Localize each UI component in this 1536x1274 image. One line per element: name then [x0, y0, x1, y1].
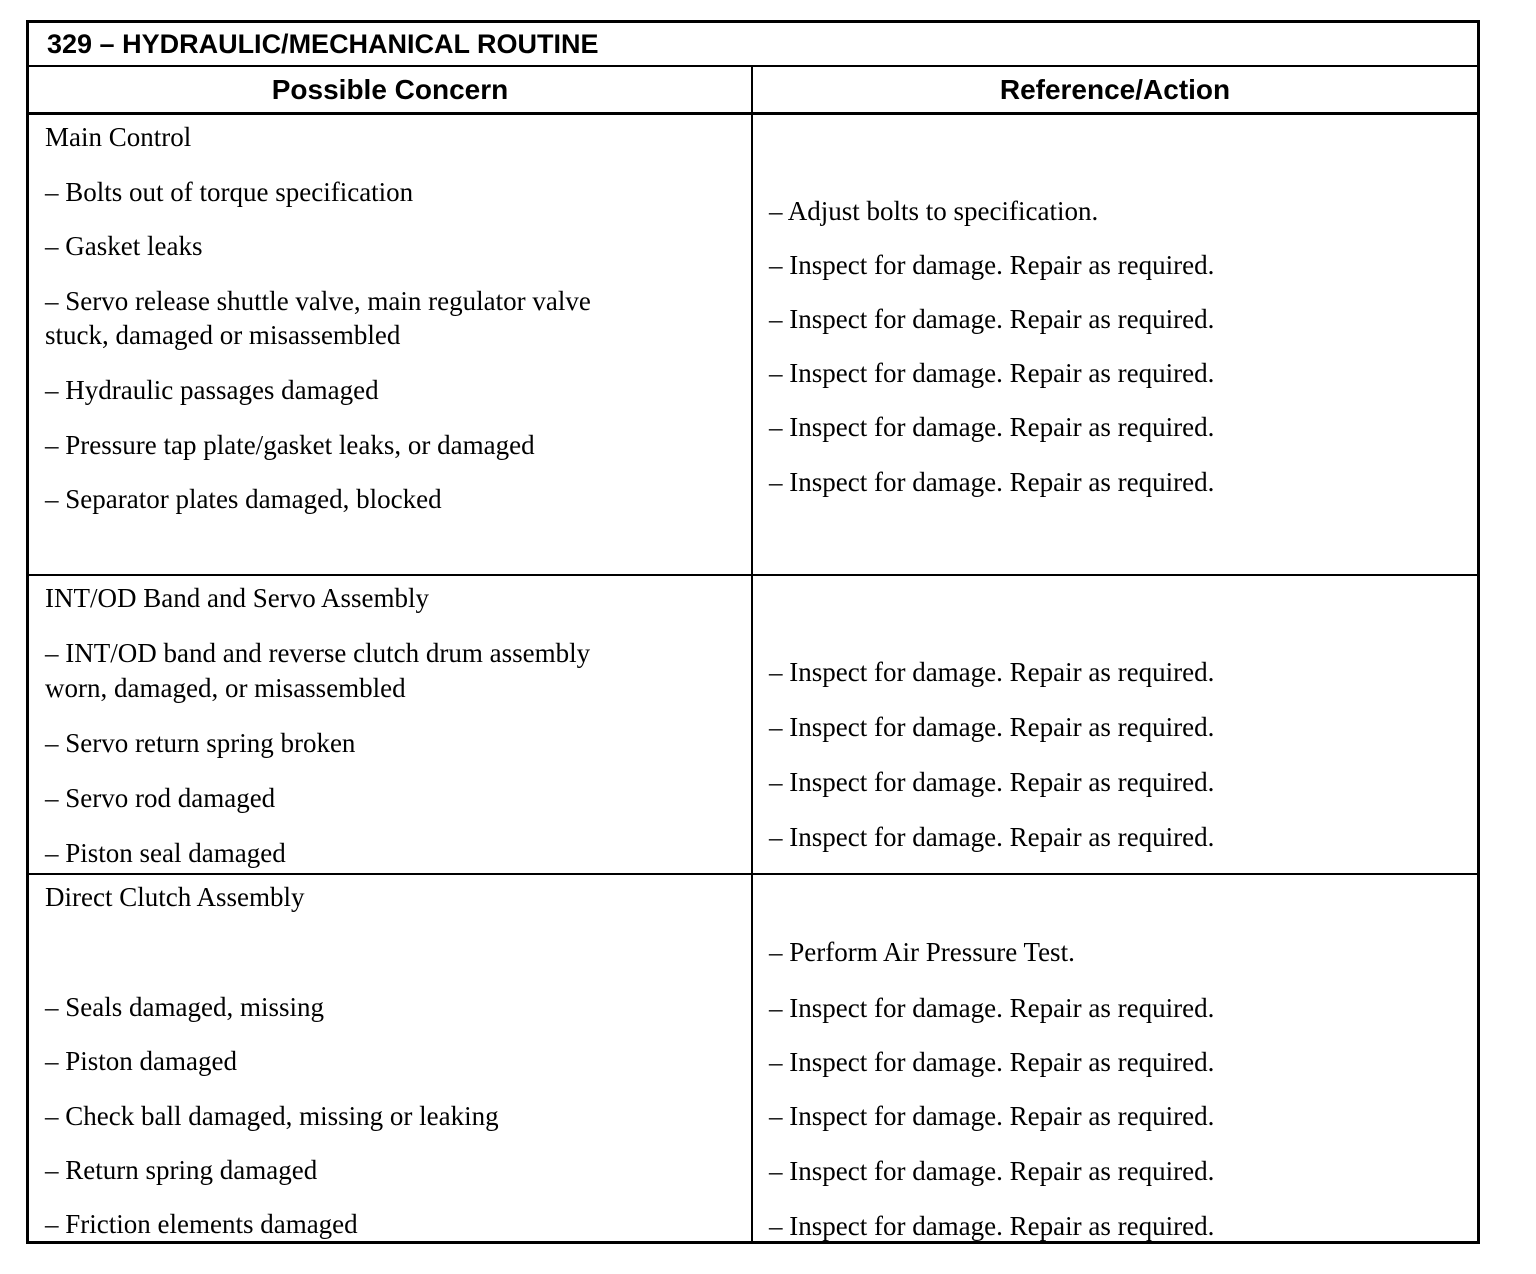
section-heading: INT/OD Band and Servo Assembly	[45, 583, 429, 613]
concern-item: – Separator plates damaged, blocked	[45, 484, 442, 514]
action-item: – Adjust bolts to specification.	[769, 196, 1099, 226]
action-item: – Inspect for damage. Repair as required.	[769, 767, 1215, 797]
concern-item: – Friction elements damaged	[45, 1209, 358, 1239]
table-title: 329 – HYDRAULIC/MECHANICAL ROUTINE	[29, 23, 1477, 67]
action-item: – Inspect for damage. Repair as required.	[769, 993, 1215, 1023]
action-item: – Inspect for damage. Repair as required.	[769, 358, 1215, 388]
concern-cell	[29, 115, 753, 574]
concern-item: – Piston seal damaged	[45, 838, 286, 868]
diagnostic-table	[26, 20, 1480, 1244]
concern-item: – Servo return spring broken	[45, 728, 356, 758]
action-item: – Inspect for damage. Repair as required.	[769, 412, 1215, 442]
action-cell	[753, 576, 1477, 873]
action-cell	[753, 115, 1477, 574]
section-direct-clutch	[29, 875, 1477, 1241]
concern-item: – Gasket leaks	[45, 231, 203, 261]
concern-item: – Check ball damaged, missing or leaking	[45, 1101, 499, 1131]
concern-item: – Hydraulic passages damaged	[45, 375, 379, 405]
concern-item: – Return spring damaged	[45, 1155, 318, 1185]
header-possible-concern: Possible Concern	[29, 67, 753, 112]
concern-item: – Servo rod damaged	[45, 783, 276, 813]
action-item: – Inspect for damage. Repair as required.	[769, 304, 1215, 334]
concern-item: – Pressure tap plate/gasket leaks, or damaged	[45, 430, 535, 460]
action-item: – Inspect for damage. Repair as required.	[769, 1101, 1215, 1131]
action-item: – Inspect for damage. Repair as required.	[769, 250, 1215, 280]
concern-item: – Seals damaged, missing	[45, 992, 324, 1022]
concern-cell	[29, 576, 753, 873]
action-cell	[753, 875, 1477, 1241]
concern-cell	[29, 875, 753, 1241]
action-item: – Inspect for damage. Repair as required.	[769, 657, 1215, 687]
concern-item: – Piston damaged	[45, 1046, 237, 1076]
section-heading: Main Control	[45, 122, 192, 152]
section-main-control	[29, 115, 1477, 576]
action-item: – Inspect for damage. Repair as required.	[769, 467, 1215, 497]
concern-item: – INT/OD band and reverse clutch drum assembly	[45, 638, 591, 668]
action-item: – Inspect for damage. Repair as required.	[769, 712, 1215, 742]
concern-item-continued: stuck, damaged or misassembled	[45, 320, 401, 350]
concern-item: – Servo release shuttle valve, main regulator valve	[45, 286, 591, 316]
action-item: – Inspect for damage. Repair as required.	[769, 1156, 1215, 1186]
action-item: – Inspect for damage. Repair as required.	[769, 822, 1215, 852]
section-heading: Direct Clutch Assembly	[45, 882, 305, 912]
concern-item-continued: worn, damaged, or misassembled	[45, 673, 406, 703]
section-int-od-band-servo	[29, 576, 1477, 875]
header-reference-action: Reference/Action	[999, 73, 1231, 105]
table-header-row	[29, 67, 1477, 115]
action-item: – Inspect for damage. Repair as required.	[769, 1047, 1215, 1077]
concern-item: – Bolts out of torque specification	[45, 177, 414, 207]
action-item: – Perform Air Pressure Test.	[769, 937, 1075, 967]
action-item: – Inspect for damage. Repair as required.	[769, 1211, 1215, 1241]
